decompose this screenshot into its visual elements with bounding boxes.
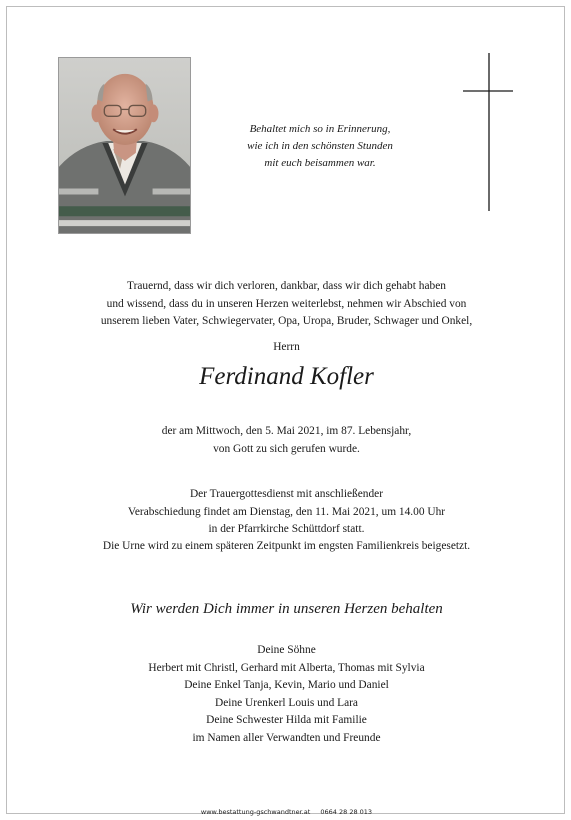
- mourner-line: Deine Enkel Tanja, Kevin, Mario und Daniel: [184, 679, 389, 691]
- intro-paragraph: [7, 278, 566, 331]
- motto-line: mit euch beisammen war.: [264, 157, 376, 169]
- mourner-line: Deine Schwester Hilda mit Familie: [206, 714, 367, 726]
- service-line: in der Pfarrkirche Schüttdorf statt.: [208, 523, 365, 535]
- obituary-card: [6, 6, 565, 814]
- footer-contact: [7, 808, 566, 817]
- motto-line: wie ich in den schönsten Stunden: [247, 140, 393, 152]
- mourner-line: Deine Urenkerl Louis und Lara: [215, 696, 358, 709]
- intro-line: Trauernd, dass wir dich verloren, dankbar, dass wir dich gehabt haben: [127, 280, 446, 292]
- death-notice: [7, 423, 566, 458]
- mourner-line: Herbert mit Christl, Gerhard mit Alberta, Thomas mit Sylvia: [148, 661, 425, 674]
- deceased-name: Ferdinand Kofler: [199, 363, 374, 390]
- death-notice-line: der am Mittwoch, den 5. Mai 2021, im 87. Lebensjahr,: [161, 425, 412, 437]
- mourner-line: im Namen aller Verwandten und Freunde: [192, 731, 381, 744]
- mourner-line: Deine Söhne: [257, 644, 316, 656]
- motto-verse: [225, 121, 415, 172]
- death-notice-line: von Gott zu sich gerufen wurde.: [213, 442, 360, 455]
- service-info: [7, 486, 566, 539]
- salutation: Herrn: [273, 341, 300, 353]
- cross-icon: [463, 53, 513, 211]
- mourners-list: [7, 642, 566, 747]
- footer-website[interactable]: www.bestattung-gschwandtner.at: [200, 808, 311, 816]
- service-line: Der Trauergottesdienst mit anschließender: [189, 488, 384, 500]
- intro-line: und wissend, dass du in unseren Herzen weiterlebst, nehmen wir Abschied von: [106, 297, 467, 310]
- urn-note: Die Urne wird zu einem späteren Zeitpunkt im engsten Familienkreis beigesetzt.: [102, 540, 471, 552]
- portrait-photo: [58, 57, 191, 234]
- intro-line: unserem lieben Vater, Schwiegervater, Opa, Uropa, Bruder, Schwager und Onkel,: [100, 315, 473, 327]
- motto-line: Behaltet mich so in Erinnerung,: [249, 123, 391, 135]
- footer-phone: 0664 28 28 013: [320, 808, 373, 816]
- service-line: Verabschiedung findet am Dienstag, den 11. Mai 2021, um 14.00 Uhr: [127, 505, 446, 518]
- memorial-slogan: Wir werden Dich immer in unseren Herzen behalten: [130, 601, 443, 617]
